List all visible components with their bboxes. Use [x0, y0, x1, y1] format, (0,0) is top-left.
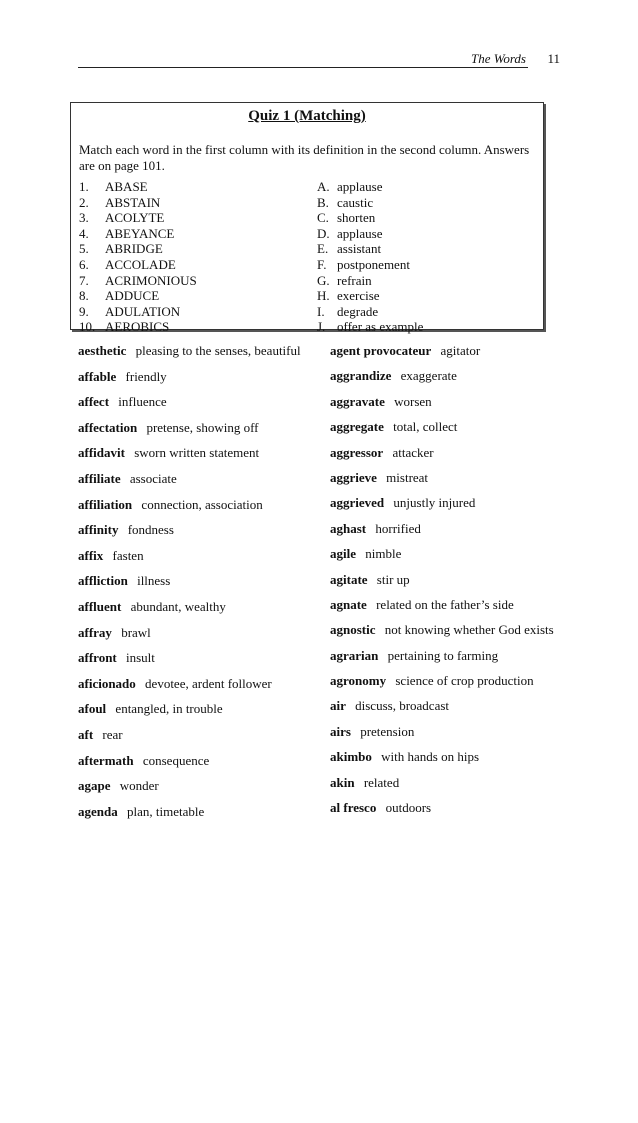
quiz-word-number: 5.: [79, 241, 89, 257]
glossary-term: akin: [330, 774, 355, 790]
quiz-definition-letter: G.: [317, 272, 330, 288]
quiz-definition-item: [317, 273, 537, 289]
glossary-entry: [78, 650, 310, 665]
glossary-term: aficionado: [78, 675, 136, 691]
quiz-word-number: 10.: [79, 319, 96, 335]
glossary-entry: [330, 648, 566, 663]
glossary-entry: [330, 724, 566, 739]
quiz-word-item: [79, 288, 309, 304]
glossary-definition: devotee, ardent follower: [145, 675, 272, 691]
glossary-term: affinity: [78, 522, 119, 538]
glossary-definition: friendly: [125, 368, 167, 384]
glossary-definition: discuss, broadcast: [355, 698, 450, 714]
glossary-definition: wonder: [119, 778, 159, 794]
glossary-entry: [78, 573, 310, 588]
glossary-definition: unjustly injured: [393, 495, 476, 511]
glossary-term: affectation: [78, 419, 138, 435]
glossary-definition: connection, association: [141, 496, 263, 512]
glossary-term: aghast: [330, 520, 367, 536]
glossary-entry: [78, 599, 310, 614]
glossary-entry: [330, 775, 566, 790]
glossary-term: aggregate: [330, 419, 384, 435]
quiz-word-item: [79, 319, 309, 335]
quiz-word-list: [79, 179, 309, 335]
glossary-definition: horrified: [375, 520, 421, 536]
glossary-entry: [330, 343, 566, 358]
quiz-definition-item: [317, 288, 537, 304]
glossary-definition: exaggerate: [400, 368, 457, 384]
glossary-entry: [78, 471, 310, 486]
glossary-entry: [330, 572, 566, 587]
quiz-word-number: 8.: [79, 288, 89, 304]
glossary-term: aesthetic: [78, 343, 127, 358]
quiz-title: Quiz 1 (Matching): [248, 108, 366, 124]
running-title: The Words: [470, 51, 526, 66]
running-header: [78, 50, 560, 68]
glossary-entry: [78, 548, 310, 563]
quiz-word-item: [79, 273, 309, 289]
glossary-term: affluent: [78, 598, 122, 614]
glossary-term: afoul: [78, 701, 107, 717]
glossary-entry: [78, 778, 310, 793]
quiz-word: ACOLYTE: [105, 210, 165, 226]
glossary-term: agenda: [78, 803, 118, 819]
quiz-word-number: 6.: [79, 256, 89, 272]
glossary-definition: sworn written statement: [134, 445, 260, 461]
glossary-entry: [78, 445, 310, 460]
glossary-right-column: [330, 343, 566, 825]
glossary-entry: [78, 420, 310, 435]
quiz-instructions: Match each word in the first column with its definition in the second column. Answers are on page 101.: [79, 142, 530, 173]
glossary-left-column: [78, 343, 310, 829]
quiz-definition-item: [317, 304, 537, 320]
glossary-term: affidavit: [78, 445, 125, 461]
glossary-term: affix: [78, 547, 104, 563]
glossary-term: aggravate: [330, 393, 385, 409]
glossary-entry: [330, 445, 566, 460]
glossary-entry: [78, 343, 310, 358]
glossary-term: affliction: [78, 573, 128, 589]
glossary-definition: agitator: [440, 343, 481, 358]
quiz-definition: exercise: [337, 288, 380, 304]
quiz-definition: degrade: [337, 303, 379, 319]
glossary-term: airs: [330, 723, 351, 739]
glossary-term: aft: [78, 726, 94, 742]
quiz-word-item: [79, 226, 309, 242]
glossary-entry: [78, 522, 310, 537]
glossary-entry: [78, 727, 310, 742]
glossary-definition: mistreat: [386, 469, 429, 485]
glossary-definition: insult: [126, 650, 155, 666]
quiz-definition: postponement: [337, 256, 410, 272]
glossary-entry: [78, 369, 310, 384]
glossary-term: al fresco: [330, 800, 377, 816]
quiz-definition: offer as example: [337, 319, 424, 335]
quiz-definition-letter: H.: [317, 288, 330, 304]
glossary-entry: [78, 701, 310, 716]
quiz-definition-letter: F.: [317, 256, 327, 272]
glossary-term: aggressor: [330, 444, 384, 460]
glossary-definition: influence: [118, 394, 167, 410]
quiz-word-item: [79, 257, 309, 273]
glossary-entry: [78, 394, 310, 409]
glossary-term: aftermath: [78, 752, 134, 768]
page-number: 11: [547, 51, 560, 66]
quiz-definition-letter: A.: [317, 179, 330, 194]
quiz-word: ABSTAIN: [105, 194, 161, 210]
quiz-word: ACRIMONIOUS: [105, 272, 197, 288]
glossary-term: agile: [330, 546, 356, 562]
glossary-entry: [330, 394, 566, 409]
glossary-definition: not knowing whether God exists: [384, 622, 554, 638]
quiz-word: ACCOLADE: [105, 256, 176, 272]
glossary-definition: related on the father’s side: [376, 596, 514, 612]
glossary-term: agnostic: [330, 622, 376, 638]
glossary-term: akimbo: [330, 749, 372, 765]
glossary-definition: total, collect: [393, 419, 458, 435]
glossary-term: affront: [78, 650, 117, 666]
glossary-term: agnate: [330, 596, 367, 612]
glossary-definition: fondness: [127, 522, 174, 538]
glossary-entry: [78, 625, 310, 640]
glossary-definition: illness: [137, 573, 171, 589]
quiz-word-item: [79, 304, 309, 320]
quiz-definition-letter: B.: [317, 194, 329, 210]
glossary-definition: worsen: [394, 393, 432, 409]
glossary-entry: [330, 597, 566, 612]
glossary-definition: nimble: [365, 546, 402, 562]
quiz-definition: refrain: [337, 272, 372, 288]
glossary-entry: [330, 546, 566, 561]
glossary-entry: [78, 753, 310, 768]
quiz-definition-letter: D.: [317, 225, 330, 241]
glossary-definition: pretense, showing off: [146, 419, 259, 435]
glossary-definition: brawl: [121, 624, 151, 640]
quiz-definition-item: [317, 226, 537, 242]
glossary-definition: science of crop production: [395, 673, 534, 689]
quiz-definition-letter: I.: [317, 303, 325, 319]
glossary-term: aggrandize: [330, 368, 392, 384]
glossary-entry: [330, 521, 566, 536]
glossary-entry: [330, 698, 566, 713]
quiz-definition-item: [317, 179, 537, 195]
glossary-definition: consequence: [142, 752, 210, 768]
quiz-definition: shorten: [337, 210, 376, 226]
quiz-definition-letter: C.: [317, 210, 329, 226]
quiz-definition-item: [317, 319, 537, 335]
glossary-term: air: [330, 698, 346, 714]
glossary-definition: associate: [129, 470, 177, 486]
header-rule: [78, 67, 528, 68]
quiz-word: AEROBICS: [105, 319, 170, 335]
glossary-entry: [78, 497, 310, 512]
quiz-definition-item: [317, 195, 537, 211]
glossary-definition: entangled, in trouble: [115, 701, 223, 717]
quiz-definition: applause: [337, 225, 383, 241]
glossary-term: affiliation: [78, 496, 133, 512]
quiz-word-item: [79, 241, 309, 257]
quiz-word-number: 4.: [79, 225, 89, 241]
quiz-word: ABEYANCE: [105, 225, 175, 241]
glossary-entry: [330, 673, 566, 688]
glossary-term: affray: [78, 624, 112, 640]
glossary-term: affiliate: [78, 470, 121, 486]
glossary-term: aggrieve: [330, 469, 377, 485]
glossary-entry: [330, 368, 566, 383]
quiz-word-number: 3.: [79, 210, 89, 226]
quiz-word: ADULATION: [105, 303, 181, 319]
glossary-definition: outdoors: [385, 800, 432, 816]
glossary-definition: pertaining to farming: [387, 647, 499, 663]
quiz-word: ABASE: [105, 179, 148, 194]
glossary-entry: [330, 749, 566, 764]
glossary-definition: attacker: [392, 444, 434, 460]
glossary-term: agronomy: [330, 673, 387, 689]
glossary-definition: abundant, wealthy: [130, 598, 226, 614]
glossary-definition: plan, timetable: [126, 803, 205, 819]
glossary-entry: [78, 676, 310, 691]
glossary-term: aggrieved: [330, 495, 385, 511]
quiz-word: ABRIDGE: [105, 241, 163, 257]
quiz-definition-item: [317, 210, 537, 226]
quiz-word-number: 1.: [79, 179, 89, 194]
quiz-definition: assistant: [337, 241, 382, 257]
quiz-word-number: 2.: [79, 194, 89, 210]
glossary-entry: [330, 495, 566, 510]
glossary-definition: rear: [102, 726, 123, 742]
glossary-term: agitate: [330, 571, 368, 587]
quiz-word-item: [79, 195, 309, 211]
quiz-word: ADDUCE: [105, 288, 160, 304]
glossary-term: agrarian: [330, 647, 379, 663]
quiz-definition-list: [317, 179, 537, 335]
glossary-definition: related: [363, 774, 400, 790]
quiz-definition-item: [317, 257, 537, 273]
quiz-word-item: [79, 179, 309, 195]
quiz-word-item: [79, 210, 309, 226]
glossary-definition: fasten: [112, 547, 144, 563]
quiz-definition-item: [317, 241, 537, 257]
glossary-definition: with hands on hips: [381, 749, 480, 765]
quiz-definition: applause: [337, 179, 383, 194]
quiz-definition: caustic: [337, 194, 374, 210]
glossary-definition: stir up: [376, 571, 410, 587]
quiz-definition-letter: J.: [317, 319, 326, 335]
glossary-entry: [330, 622, 566, 637]
glossary-entry: [330, 470, 566, 485]
glossary-definition: pleasing to the senses, beautiful: [135, 343, 301, 358]
glossary-entry: [330, 800, 566, 815]
glossary-term: affable: [78, 368, 117, 384]
quiz-box: [70, 102, 544, 335]
quiz-word-number: 9.: [79, 303, 89, 319]
quiz-word-number: 7.: [79, 272, 89, 288]
quiz-definition-letter: E.: [317, 241, 329, 257]
glossary-term: affect: [78, 394, 110, 410]
glossary-term: agent provocateur: [330, 343, 432, 358]
glossary-entry: [78, 804, 310, 819]
glossary-entry: [330, 419, 566, 434]
glossary-term: agape: [78, 778, 111, 794]
glossary-definition: pretension: [360, 723, 415, 739]
